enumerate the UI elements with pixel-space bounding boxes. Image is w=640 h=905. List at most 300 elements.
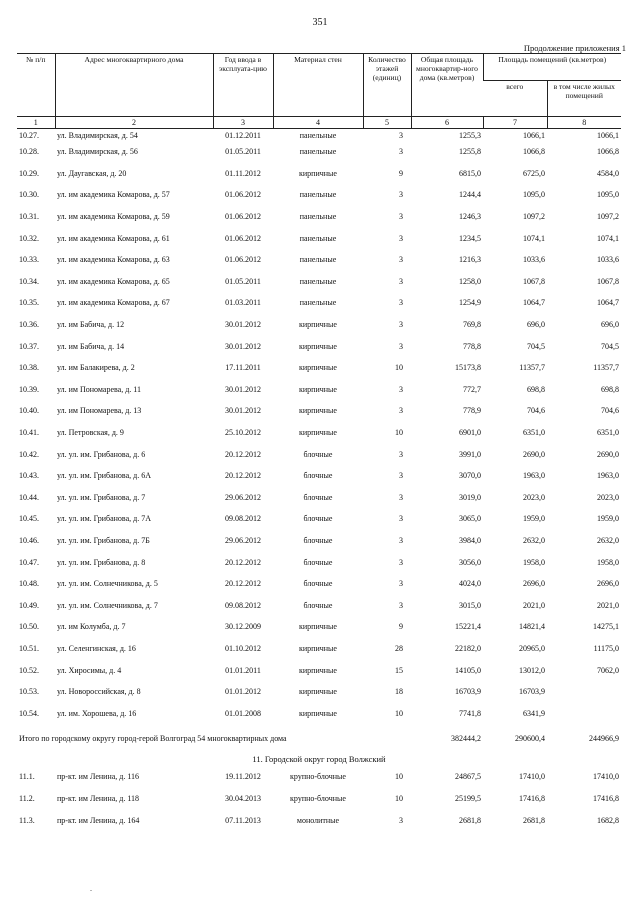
header-total-area: Общая площадь многоквартир-ного дома (кв.метров)	[411, 54, 483, 117]
header-num: № п/п	[17, 54, 55, 117]
col-number: 4	[273, 117, 363, 129]
address-cell: пр-кт. им Ленина, д. 118	[57, 793, 140, 803]
floors-cell: 3	[399, 233, 403, 243]
total-area-cell: 2681,8	[459, 815, 481, 825]
floors-cell: 3	[399, 147, 403, 157]
all-premises-cell: 704,6	[527, 406, 545, 416]
table-row	[17, 551, 621, 573]
floors-cell: 3	[399, 449, 403, 459]
material-cell: кирпичные	[299, 687, 337, 697]
all-premises-cell: 2023,0	[523, 492, 545, 502]
table-row	[17, 766, 621, 788]
table-row	[17, 129, 621, 142]
total-all: 290600,4	[515, 734, 545, 744]
total-area-cell: 1255,8	[459, 147, 481, 157]
material-cell: крупно-блочные	[290, 793, 346, 803]
year-cell: 30.01.2012	[225, 384, 261, 394]
floors-cell: 3	[399, 514, 403, 524]
page-number: 351	[312, 17, 328, 28]
material-cell: кирпичные	[299, 428, 337, 438]
living-premises-cell: 1066,8	[597, 147, 619, 157]
total-area-cell: 24867,5	[455, 772, 481, 782]
floors-cell: 10	[395, 772, 403, 782]
row-number: 10.40.	[19, 406, 39, 416]
living-premises-cell: 1963,0	[597, 471, 619, 481]
address-cell: ул. им Балакирева, д. 2	[57, 363, 135, 373]
address-cell: ул. Петровская, д. 9	[57, 428, 124, 438]
year-cell: 29.06.2012	[225, 535, 261, 545]
material-cell: блочные	[303, 514, 333, 524]
year-cell: 09.08.2012	[225, 514, 261, 524]
table-row	[17, 292, 621, 314]
table-row	[17, 227, 621, 249]
all-premises-cell: 704,5	[527, 341, 545, 351]
floors-cell: 3	[399, 384, 403, 394]
all-premises-cell: 6725,0	[523, 168, 545, 178]
year-cell: 19.11.2012	[225, 772, 261, 782]
table-row	[17, 638, 621, 660]
row-number: 11.2.	[19, 793, 35, 803]
header-premises: Площадь помещений (кв.метров)	[483, 54, 621, 81]
floors-cell: 3	[399, 579, 403, 589]
year-cell: 30.12.2009	[225, 622, 261, 632]
address-cell: ул. Даугавская, д. 20	[57, 168, 127, 178]
floors-cell: 10	[395, 428, 403, 438]
material-cell: блочные	[303, 557, 333, 567]
all-premises-cell: 2021,0	[523, 600, 545, 610]
address-cell: ул. им Колумба, д. 7	[57, 622, 126, 632]
table-row	[17, 443, 621, 465]
total-area-cell: 1254,9	[459, 298, 481, 308]
row-number: 10.37.	[19, 341, 39, 351]
total-area-cell: 1255,3	[459, 130, 481, 140]
living-premises-cell: 1095,0	[597, 190, 619, 200]
year-cell: 30.01.2012	[225, 341, 261, 351]
row-number: 10.38.	[19, 363, 39, 373]
year-cell: 01.12.2011	[225, 130, 261, 140]
address-cell: ул. им Бабича, д. 12	[57, 320, 125, 330]
floors-cell: 3	[399, 341, 403, 351]
living-premises-cell: 17416,8	[593, 793, 619, 803]
living-premises-cell: 11357,7	[593, 363, 619, 373]
address-cell: ул. им Пономарева, д. 13	[57, 406, 142, 416]
table-row	[17, 314, 621, 336]
total-area-cell: 22182,0	[455, 643, 481, 653]
col-number: 6	[411, 117, 483, 129]
all-premises-cell: 2690,0	[523, 449, 545, 459]
column-numbers-row	[17, 117, 621, 129]
total-label: Итого по городскому округу город-герой Волгоград 54 многоквартирных дома	[19, 734, 287, 744]
year-cell: 17.11.2011	[225, 363, 261, 373]
year-cell: 30.04.2013	[225, 793, 261, 803]
floors-cell: 3	[399, 130, 403, 140]
address-cell: пр-кт. им Ленина, д. 116	[57, 772, 140, 782]
total-area-cell: 1258,0	[459, 276, 481, 286]
address-cell: ул. Владимирская, д. 54	[57, 130, 138, 140]
address-cell: ул. ул. им. Грибанова, д. 7	[57, 492, 146, 502]
all-premises-cell: 20965,0	[519, 643, 545, 653]
year-cell: 01.01.2008	[225, 708, 261, 718]
year-cell: 20.12.2012	[225, 557, 261, 567]
floors-cell: 3	[399, 471, 403, 481]
year-cell: 29.06.2012	[225, 492, 261, 502]
total-area-cell: 16703,9	[455, 687, 481, 697]
address-cell: ул. им Бабича, д. 14	[57, 341, 125, 351]
total-row	[17, 724, 621, 752]
address-cell: ул. ул. им. Грибанова, д. 6	[57, 449, 146, 459]
row-number: 10.27.	[19, 130, 39, 140]
living-premises-cell: 17410,0	[593, 772, 619, 782]
living-premises-cell	[547, 681, 621, 703]
table-row	[17, 702, 621, 724]
all-premises-cell: 17416,8	[519, 793, 545, 803]
total-area-cell: 1244,4	[459, 190, 481, 200]
address-cell: ул. Хиросимы, д. 4	[57, 665, 122, 675]
header-floors: Количество этажей (единиц)	[363, 54, 411, 117]
table-row	[17, 594, 621, 616]
address-cell: ул. ул. им. Грибанова, д. 8	[57, 557, 146, 567]
address-cell: ул. ул. им. Солнечникова, д. 7	[57, 600, 158, 610]
address-cell: ул. ул. им. Грибанова, д. 7Б	[57, 535, 150, 545]
row-number: 10.46.	[19, 535, 39, 545]
living-premises-cell: 2021,0	[597, 600, 619, 610]
total-area-cell: 25199,5	[455, 793, 481, 803]
year-cell: 07.11.2013	[225, 815, 261, 825]
row-number: 10.41.	[19, 428, 39, 438]
table-row	[17, 530, 621, 552]
row-number: 11.1.	[19, 772, 35, 782]
all-premises-cell: 11357,7	[519, 363, 545, 373]
address-cell: ул. им академика Комарова, д. 57	[57, 190, 170, 200]
living-premises-cell: 1067,8	[597, 276, 619, 286]
table-body	[17, 129, 621, 831]
floors-cell: 3	[399, 276, 403, 286]
address-cell: ул. им академика Комарова, д. 63	[57, 255, 170, 265]
year-cell: 30.01.2012	[225, 406, 261, 416]
living-premises-cell: 2690,0	[597, 449, 619, 459]
material-cell: панельные	[299, 276, 337, 286]
total-area-cell: 6901,0	[459, 428, 481, 438]
row-number: 10.39.	[19, 384, 39, 394]
floors-cell: 3	[399, 212, 403, 222]
continuation-note: Продолжение приложения 1	[523, 43, 626, 53]
floors-cell: 28	[395, 643, 403, 653]
address-cell: ул. им академика Комарова, д. 61	[57, 233, 170, 243]
material-cell: панельные	[299, 190, 337, 200]
table-row	[17, 616, 621, 638]
row-number: 10.48.	[19, 579, 39, 589]
row-number: 10.51.	[19, 643, 39, 653]
address-cell: ул. им академика Комарова, д. 59	[57, 212, 170, 222]
table-row	[17, 379, 621, 401]
floors-cell: 3	[399, 320, 403, 330]
floors-cell: 10	[395, 793, 403, 803]
total-area-cell: 769,8	[463, 320, 481, 330]
address-cell: ул. им академика Комарова, д. 65	[57, 276, 170, 286]
total-area-cell: 15173,8	[455, 363, 481, 373]
year-cell: 30.01.2012	[225, 320, 261, 330]
living-premises-cell: 2632,0	[597, 535, 619, 545]
all-premises-cell: 698,8	[527, 384, 545, 394]
all-premises-cell: 13012,0	[519, 665, 545, 675]
total-area-cell: 4024,0	[459, 579, 481, 589]
header-address: Адрес многоквартирного дома	[55, 54, 213, 117]
total-area-cell: 3019,0	[459, 492, 481, 502]
floors-cell: 18	[395, 687, 403, 697]
material-cell: панельные	[299, 147, 337, 157]
living-premises-cell: 698,8	[601, 384, 619, 394]
total-area-cell: 772,7	[463, 384, 481, 394]
address-cell: ул. ул. им. Солнечникова, д. 5	[57, 579, 158, 589]
all-premises-cell: 6351,0	[523, 428, 545, 438]
floors-cell: 10	[395, 708, 403, 718]
table-row	[17, 422, 621, 444]
table-row	[17, 573, 621, 595]
table-row	[17, 141, 621, 163]
all-premises-cell: 1963,0	[523, 471, 545, 481]
floors-cell: 3	[399, 190, 403, 200]
year-cell: 01.11.2012	[225, 168, 261, 178]
living-premises-cell: 7062,0	[597, 665, 619, 675]
all-premises-cell: 1959,0	[523, 514, 545, 524]
row-number: 10.28.	[19, 147, 39, 157]
living-premises-cell: 2023,0	[597, 492, 619, 502]
living-premises-cell: 1066,1	[597, 130, 619, 140]
total-area-cell: 6815,0	[459, 168, 481, 178]
address-cell: ул. ул. им. Грибанова, д. 7А	[57, 514, 151, 524]
table-row	[17, 357, 621, 379]
material-cell: монолитные	[296, 815, 340, 825]
living-premises-cell: 14275,1	[593, 622, 619, 632]
all-premises-cell: 2681,8	[523, 815, 545, 825]
table-row	[17, 206, 621, 228]
living-premises-cell: 704,6	[601, 406, 619, 416]
material-cell: блочные	[303, 449, 333, 459]
year-cell: 01.05.2011	[225, 147, 261, 157]
floors-cell: 3	[399, 406, 403, 416]
year-cell: 01.03.2011	[225, 298, 261, 308]
table-row	[17, 681, 621, 703]
row-number: 10.33.	[19, 255, 39, 265]
total-living: 244966,9	[589, 734, 619, 744]
table-row	[17, 487, 621, 509]
living-premises-cell	[547, 702, 621, 724]
table-row	[17, 508, 621, 530]
material-cell: кирпичные	[299, 168, 337, 178]
year-cell: 20.12.2012	[225, 449, 261, 459]
living-premises-cell: 2696,0	[597, 579, 619, 589]
total-area-cell: 778,9	[463, 406, 481, 416]
total-area-cell: 778,8	[463, 341, 481, 351]
row-number: 10.53.	[19, 687, 39, 697]
living-premises-cell: 696,0	[601, 320, 619, 330]
material-cell: панельные	[299, 130, 337, 140]
year-cell: 01.01.2011	[225, 665, 261, 675]
year-cell: 01.06.2012	[225, 233, 261, 243]
table-row	[17, 788, 621, 810]
living-premises-cell: 1074,1	[597, 233, 619, 243]
floors-cell: 3	[399, 600, 403, 610]
material-cell: блочные	[303, 492, 333, 502]
material-cell: панельные	[299, 233, 337, 243]
material-cell: кирпичные	[299, 341, 337, 351]
material-cell: кирпичные	[299, 708, 337, 718]
floors-cell: 9	[399, 622, 403, 632]
table-row	[17, 163, 621, 185]
all-premises-cell: 14821,4	[519, 622, 545, 632]
all-premises-cell: 696,0	[527, 320, 545, 330]
all-premises-cell: 1958,0	[523, 557, 545, 567]
floors-cell: 3	[399, 255, 403, 265]
table-row	[17, 249, 621, 271]
material-cell: кирпичные	[299, 384, 337, 394]
address-cell: ул. им. Хорошева, д. 16	[57, 708, 137, 718]
header-material: Материал стен	[273, 54, 363, 117]
total-area-cell: 3015,0	[459, 600, 481, 610]
year-cell: 01.06.2012	[225, 255, 261, 265]
address-cell: ул. Владимирская, д. 56	[57, 147, 138, 157]
total-area-cell: 3065,0	[459, 514, 481, 524]
row-number: 10.50.	[19, 622, 39, 632]
total-area: 382444,2	[451, 734, 481, 744]
year-cell: 01.06.2012	[225, 212, 261, 222]
address-cell: ул. ул. им. Грибанова, д. 6А	[57, 471, 151, 481]
col-number: 3	[213, 117, 273, 129]
total-area-cell: 15221,4	[455, 622, 481, 632]
header-year: Год ввода в эксплуата-цию	[213, 54, 273, 117]
living-premises-cell: 4584,0	[597, 168, 619, 178]
row-number: 10.32.	[19, 233, 39, 243]
row-number: 10.34.	[19, 276, 39, 286]
col-number: 2	[55, 117, 213, 129]
material-cell: панельные	[299, 298, 337, 308]
floors-cell: 15	[395, 665, 403, 675]
table-row	[17, 184, 621, 206]
table-row	[17, 659, 621, 681]
total-area-cell: 3984,0	[459, 535, 481, 545]
row-number: 10.54.	[19, 708, 39, 718]
living-premises-cell: 704,5	[601, 341, 619, 351]
housing-table	[17, 53, 621, 831]
header-living: в том числе жилых помещений	[547, 81, 621, 117]
living-premises-cell: 1097,2	[597, 212, 619, 222]
year-cell: 01.01.2012	[225, 687, 261, 697]
col-number: 1	[17, 117, 55, 129]
total-area-cell: 3070,0	[459, 471, 481, 481]
address-cell: пр-кт. им Ленина, д. 164	[57, 815, 140, 825]
material-cell: блочные	[303, 579, 333, 589]
all-premises-cell: 1033,6	[523, 255, 545, 265]
section-title: 11. Городской округ город Волжский	[252, 754, 386, 765]
floors-cell: 3	[399, 492, 403, 502]
all-premises-cell: 1095,0	[523, 190, 545, 200]
material-cell: кирпичные	[299, 320, 337, 330]
material-cell: кирпичные	[299, 665, 337, 675]
col-number: 8	[547, 117, 621, 129]
floors-cell: 10	[395, 363, 403, 373]
all-premises-cell: 1074,1	[523, 233, 545, 243]
material-cell: кирпичные	[299, 363, 337, 373]
row-number: 10.36.	[19, 320, 39, 330]
total-area-cell: 7741,8	[459, 708, 481, 718]
row-number: 10.43.	[19, 471, 39, 481]
material-cell: кирпичные	[299, 406, 337, 416]
living-premises-cell: 11175,0	[593, 643, 619, 653]
all-premises-cell: 1067,8	[523, 276, 545, 286]
row-number: 10.49.	[19, 600, 39, 610]
material-cell: блочные	[303, 471, 333, 481]
all-premises-cell: 16703,9	[519, 687, 545, 697]
table-row	[17, 809, 621, 831]
living-premises-cell: 1959,0	[597, 514, 619, 524]
table-row	[17, 400, 621, 422]
section-title-row	[17, 752, 621, 766]
living-premises-cell: 1958,0	[597, 557, 619, 567]
all-premises-cell: 1066,1	[523, 130, 545, 140]
total-area-cell: 1246,3	[459, 212, 481, 222]
col-number: 5	[363, 117, 411, 129]
year-cell: 25.10.2012	[225, 428, 261, 438]
floors-cell: 3	[399, 535, 403, 545]
address-cell: ул. им академика Комарова, д. 67	[57, 298, 170, 308]
row-number: 10.30.	[19, 190, 39, 200]
row-number: 10.29.	[19, 168, 39, 178]
all-premises-cell: 2696,0	[523, 579, 545, 589]
year-cell: 01.06.2012	[225, 190, 261, 200]
all-premises-cell: 6341,9	[523, 708, 545, 718]
material-cell: блочные	[303, 600, 333, 610]
living-premises-cell: 1033,6	[597, 255, 619, 265]
all-premises-cell: 1064,7	[523, 298, 545, 308]
total-area-cell: 3991,0	[459, 449, 481, 459]
year-cell: 20.12.2012	[225, 471, 261, 481]
year-cell: 20.12.2012	[225, 579, 261, 589]
col-number: 7	[483, 117, 547, 129]
row-number: 10.35.	[19, 298, 39, 308]
row-number: 10.42.	[19, 449, 39, 459]
material-cell: панельные	[299, 212, 337, 222]
table-row	[17, 335, 621, 357]
table-row	[17, 465, 621, 487]
material-cell: блочные	[303, 535, 333, 545]
address-cell: ул. Новороссийская, д. 8	[57, 687, 141, 697]
header-all: всего	[483, 81, 547, 117]
floors-cell: 3	[399, 557, 403, 567]
all-premises-cell: 2632,0	[523, 535, 545, 545]
material-cell: кирпичные	[299, 622, 337, 632]
year-cell: 09.08.2012	[225, 600, 261, 610]
all-premises-cell: 17410,0	[519, 772, 545, 782]
row-number: 10.47.	[19, 557, 39, 567]
total-area-cell: 1216,3	[459, 255, 481, 265]
all-premises-cell: 1097,2	[523, 212, 545, 222]
year-cell: 01.10.2012	[225, 643, 261, 653]
material-cell: панельные	[299, 255, 337, 265]
address-cell: ул. им Пономарева, д. 11	[57, 384, 141, 394]
row-number: 10.52.	[19, 665, 39, 675]
row-number: 10.44.	[19, 492, 39, 502]
row-number: 11.3.	[19, 815, 35, 825]
floors-cell: 9	[399, 168, 403, 178]
living-premises-cell: 6351,0	[597, 428, 619, 438]
floors-cell: 3	[399, 298, 403, 308]
total-area-cell: 14105,0	[455, 665, 481, 675]
row-number: 10.31.	[19, 212, 39, 222]
year-cell: 01.05.2011	[225, 276, 261, 286]
living-premises-cell: 1682,8	[597, 815, 619, 825]
footer-mark: .	[90, 884, 92, 893]
floors-cell: 3	[399, 815, 403, 825]
